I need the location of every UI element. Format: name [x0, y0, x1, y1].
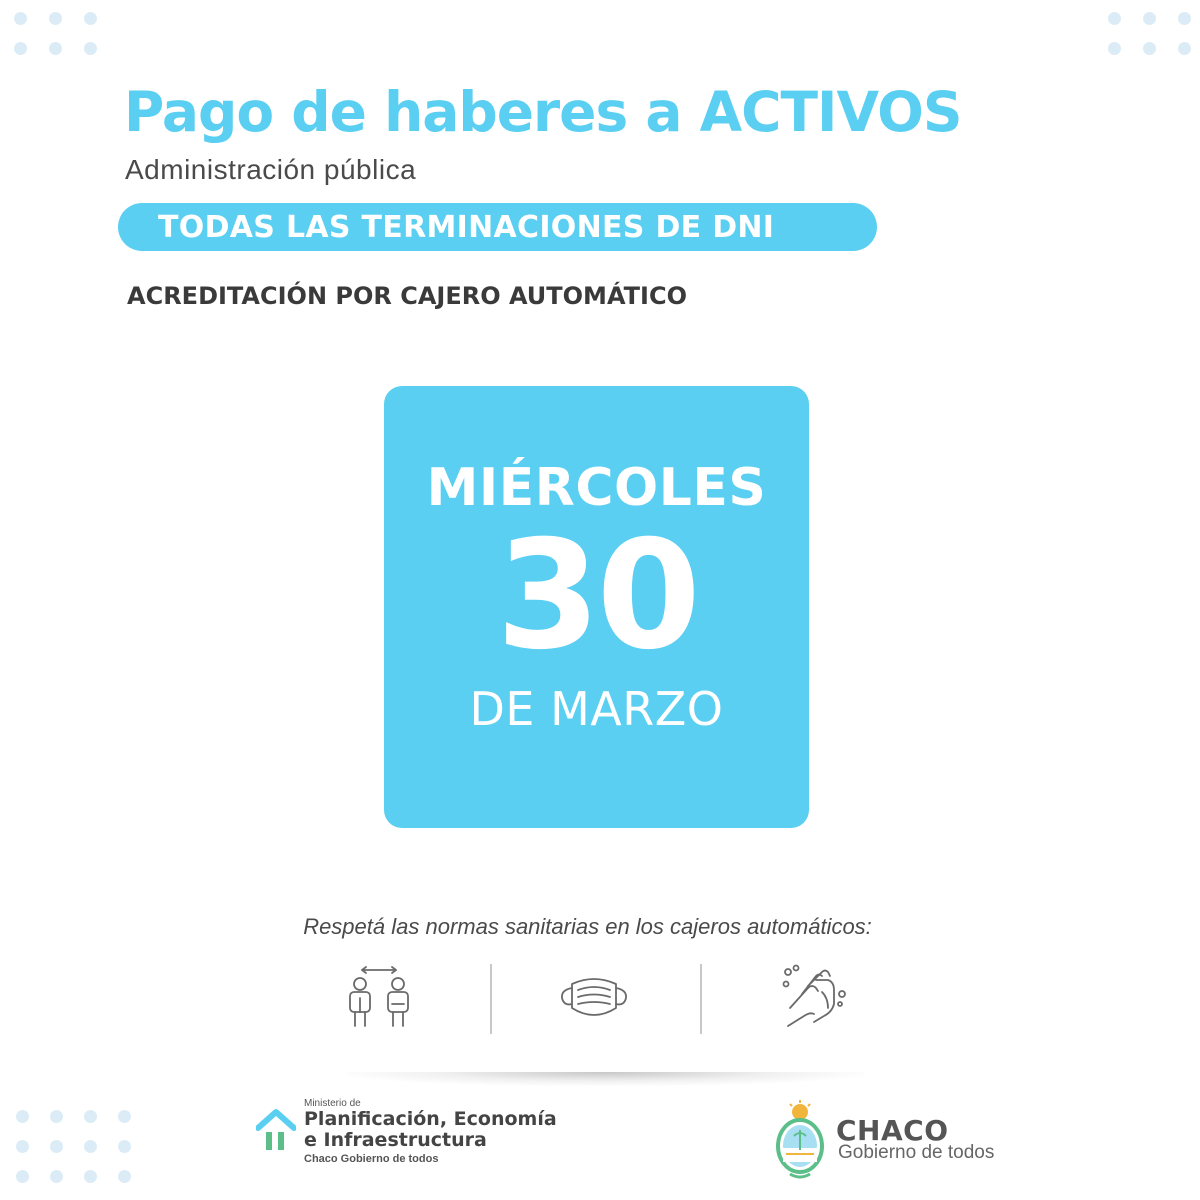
footer-shadow-divider: [345, 1072, 865, 1086]
dni-pill-banner: [118, 203, 877, 251]
chaco-brand-name: CHACO: [836, 1114, 949, 1147]
chaco-coat-of-arms-icon: [772, 1100, 828, 1185]
decorative-dots-top-left: [14, 12, 97, 55]
date-weekday: MIÉRCOLES: [426, 458, 767, 518]
page-title: Pago de haberes a ACTIVOS: [124, 80, 962, 144]
icon-divider: [700, 964, 702, 1034]
chaco-brand-tagline: Gobierno de todos: [838, 1142, 995, 1163]
ministry-name-line1: Planificación, Economía: [304, 1108, 557, 1130]
payment-method-label: ACREDITACIÓN POR CAJERO AUTOMÁTICO: [127, 282, 687, 310]
page-subtitle: Administración pública: [125, 154, 417, 185]
sanitary-advice-text: Respetá las normas sanitarias en los cajeros automáticos:: [303, 914, 872, 939]
dni-pill-label: TODAS LAS TERMINACIONES DE DNI: [158, 210, 775, 245]
social-distance-icon: [340, 962, 420, 1037]
icon-divider: [490, 964, 492, 1034]
date-day-number: 30: [496, 509, 697, 683]
date-month: DE MARZO: [469, 682, 724, 736]
ministry-tagline: Chaco Gobierno de todos: [304, 1153, 439, 1165]
ministry-prefix: Ministerio de: [304, 1098, 361, 1109]
face-mask-icon: [558, 970, 630, 1031]
decorative-dots-top-right: [1108, 12, 1191, 55]
hand-washing-icon: [778, 964, 850, 1035]
ministry-name-line2: e Infraestructura: [304, 1129, 487, 1151]
decorative-dots-bottom-left: [16, 1110, 131, 1183]
payment-date-card: [384, 386, 809, 828]
house-logo-icon: [256, 1108, 296, 1152]
